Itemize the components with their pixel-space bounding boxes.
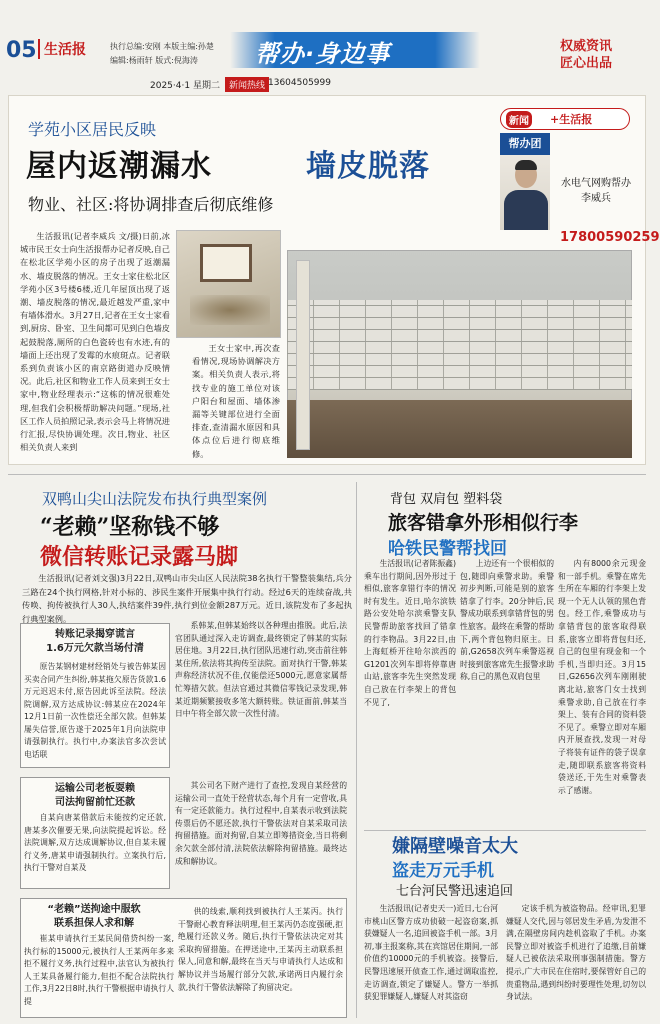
article4-col1: 生活报讯(记者史天一)近日,七台河市桃山区警方成功侦破一起盗窃案,抓获嫌疑人一名,追回被盗手机一部。3月初,事主报案称,其在宾馆居住期间,一部价值约10000元的手机被盗。接警后,民警迅速展开侦查工作,通过调取监控,走访调查,锁定了嫌疑人。警方一举抓获犯罪嫌疑人,嫌疑人对其盗窃 bbox=[364, 904, 498, 1002]
case3-text: 崔某申请执行王某民间借贷纠纷一案,执行标的15000元,被执行人王某两年多来拒不履行义务,执行过程中,法官认为被执行人王某具备履行能力,但拒不配合法院执行工作,3月22日8时,执行干警根据申请执行人提 bbox=[24, 934, 174, 1006]
slogan bbox=[560, 38, 612, 72]
paper-tag: +生活报 bbox=[550, 113, 593, 126]
section-title: 帮办·身边事 bbox=[255, 40, 391, 68]
reporter-role-line-1: 水电气网购帮办 bbox=[561, 178, 631, 189]
article4-subheadline: 七台河民警迅速追回 bbox=[396, 884, 514, 899]
news-tag: 新闻 bbox=[506, 111, 532, 128]
staff-credits bbox=[110, 40, 214, 68]
paper-logo: 生活报 bbox=[38, 39, 86, 59]
case2-title: 运输公司老板耍赖 司法拘留前忙还款 bbox=[55, 783, 135, 808]
helper-team-label: 帮办团 bbox=[500, 133, 550, 155]
article3-col3: 内有8000余元现金和一部手机。乘警在席先生所在车厢的行李架上发现一个无人认领的黑色背包。经工作,乘警成功与拿错背包的旅客取得联系,旅客立即将背包归还,自己的包里有现金和一个手机,当即归还。3月15日,G2656次列车刚刚驶离北站,旅客门女士找到乘警求助,自己放在行李架上、装有合同的资料袋不见了。乘警立即对车厢内开展查找,发现一对母子将装有证件的袋子误拿走,随即联系旅客将资料袋送还,于先生对乘警表示了感谢。 bbox=[558, 559, 646, 795]
article1-body-col1: 生活报讯(记者李威兵 文/摄)日前,冰城市民王女士向生活报帮办记者反映,自己在松北区学苑小区的房子出现了返潮漏水、墙皮脱落的情况。王女士家住松北区学苑小区3号楼6楼,近几年屋顶出现了返潮、墙皮脱落的情况,最近越发严重,家中有墙体滑水。3月27日,记者在王女士家看到,厨房、卧室、卫生间都可见到白色墙皮起鼓脱落,厕所的白色瓷砖也有水迹,有的墙面上还出现了发霉的水痕斑点。记者联系到负责该小区的南京路街道办反映情况。此后,社区和物业工作人员来到王女士家中,物业经理表示:“这栋的情况很难处理,但我们会积极帮助解决问题。”现场,社区工作人员拍照记录,表示会马上将情况进行汇报,尽快协调处理。次日,物业、社区相关负责人来到 bbox=[20, 231, 170, 453]
staff-line-2: 编辑:杨雨轩 版式:倪海涛 bbox=[110, 56, 198, 65]
wall-floor bbox=[287, 400, 632, 458]
article1-body-col2: 王女士家中,再次查看情况,现场协调解决方案。相关负责人表示,将找专业的施工单位对该户阳台和屋面、墙体渗漏等关键部位进行全面排查,查清漏水原因和具体点位后进行彻底维修。 bbox=[192, 343, 280, 459]
article2-lead: 生活报讯(记者刘文强)3月22日,双鸭山市尖山区人民法院38名执行干警整装集结,兵分三路在24个执行网格,针对小标的、涉民生案件开展集中执行行动。经过6天的连续奋战,共传唤、拘传被执行人30人,执结案件39件,执行到位金额287万元。近日,该院发布了多起执行典型案例。 bbox=[22, 573, 352, 624]
wall-pipe bbox=[296, 260, 310, 450]
ceiling-light bbox=[200, 244, 252, 282]
reporter-hair bbox=[515, 160, 537, 170]
article2-col4: 供的线索,顺利找到被执行人王某丙。执行干警耐心教育释法明理,但王某丙仍态度强硬,拒绝履行还款义务。随后,执行干警依法决定对其采取拘留措施。在押送途中,王某丙主动联系担保人,同意和解,最终在当天与申请执行人达成和解协议并当场履行部分欠款,承诺两日内履行余款,执行干警依法解除了拘留决定。 bbox=[178, 907, 343, 992]
article3-headline: 旅客错拿外形相似行李 bbox=[388, 512, 579, 534]
article2-kicker: 双鸭山尖山法院发布执行典型案例 bbox=[42, 490, 268, 508]
hotline-number: 13604505999 bbox=[268, 78, 331, 88]
section-divider bbox=[8, 474, 646, 475]
slogan-line-2: 匠心出品 bbox=[560, 56, 613, 71]
article2-col3: 其公司名下财产进行了查控,发现自某经营的运输公司一直处于经营状态,每个月有一定营收,具有一定还款能力。执行过程中,自某表示收到法院传票后仍不愿还款,执行干警依法对自某采取司法拘留措施。面对拘留,自某立即筹措资金,当日将剩余欠款全部付清,法院依法解除拘留措施。最终达成和解协议。 bbox=[175, 781, 347, 866]
slogan-line-1: 权威资讯 bbox=[560, 39, 613, 54]
article1-subheadline: 物业、社区:将协调排查后彻底维修 bbox=[28, 195, 274, 214]
case3-title: “老赖”送拘途中服软 联系担保人求和解 bbox=[47, 904, 141, 929]
reporter-phone: 17800590259 bbox=[560, 230, 660, 245]
article4-col2: 定该手机为被盗物品。经审讯,犯罪嫌疑人交代,因与邻居发生矛盾,为发泄不满,在隔壁房间内趁机盗取了手机。办案民警立即对被盗手机进行了追缴,目前嫌疑人已被依法采取刑事强制措施。警方提示,广大市民在住宿时,要保管好自己的贵重物品,遇到纠纷时要理性处理,切勿以身试法。 bbox=[506, 904, 646, 1002]
article1-kicker: 学苑小区居民反映 bbox=[28, 120, 157, 139]
article3-col1: 生活报讯(记者陈振鑫)乘车出行期间,因外形过于相似,旅客拿错行李的情况时有发生。近日,哈尔滨铁路公安处哈尔滨乘警支队民警帮助旅客找回了错拿的行李物品。3月22日,由上海虹桥开往哈尔滨西的G1201次列车即将停靠唐山站,旅客李先生突然发现自己放在行李架上的背包不见了, bbox=[364, 559, 456, 707]
article4-divider bbox=[364, 830, 646, 831]
ceiling-stain bbox=[190, 295, 270, 325]
article4-headline-highlight: 盗走万元手机 bbox=[392, 861, 494, 881]
issue-date: 2025·4·1 星期二 bbox=[150, 81, 220, 91]
hotline-label: 新闻热线 bbox=[225, 77, 269, 92]
article3-headline-highlight: 哈铁民警帮找回 bbox=[388, 539, 507, 559]
staff-line-1: 执行总编:安刚 本版主编:孙楚 bbox=[110, 42, 214, 51]
article2-headline-highlight: 微信转账记录露马脚 bbox=[40, 544, 239, 570]
article2-col2: 系韩某,但韩某始终以各种理由推脱。此后,法官团队通过深入走访调查,最终锁定了韩某的实际居住地。3月22日,执行团队迅速行动,突击前往韩某住所,依法将其拘传至法院。面对执行干警,韩某声称经济状况不佳,仅能偿还5000元,愿意家属帮忙筹措欠款。但法官通过其微信零钱记录发现,韩某近期频繁接收多笔大额转账。铁证面前,韩某当日中午将全部欠款一次性付清。 bbox=[175, 621, 347, 719]
case1-text: 原告某钢材建材经销处与被告韩某因买卖合同产生纠纷,韩某拖欠原告货款1.6万元迟迟未付,原告因此诉至法院。经法院调解,双方达成协议:韩某应在2024年12月1日前一次性偿还全部欠款。但韩某屡失信誉,原告遂于2025年1月向法院申请强制执行。执行中,办案法官多次尝试电话联 bbox=[24, 662, 166, 759]
article2-headline: “老赖”坚称钱不够 bbox=[40, 514, 220, 540]
article1-headline-highlight: 墙皮脱落 bbox=[306, 149, 430, 184]
article4-headline: 嫌隔壁噪音太大 bbox=[392, 836, 518, 857]
reporter-role bbox=[556, 176, 636, 206]
wall-tiles bbox=[287, 300, 632, 390]
reporter-body bbox=[504, 190, 548, 230]
article3-kicker: 背包 双肩包 塑料袋 bbox=[390, 492, 503, 507]
article1-headline: 屋内返潮漏水 bbox=[26, 149, 212, 184]
column-divider bbox=[356, 482, 357, 1018]
case1-title: 转账记录揭穿谎言 1.6万元欠款当场付清 bbox=[46, 629, 144, 654]
case2-text: 自某向唐某借款后未能按约定还款,唐某多次催要无果,向法院提起诉讼。经法院调解,双方达成调解协议,但自某未履行义务,唐某申请强制执行。立案执行后,执行干警对自某及 bbox=[24, 813, 166, 872]
reporter-name: 李威兵 bbox=[581, 193, 611, 204]
page-number: 05 bbox=[6, 38, 37, 63]
article3-col2: 上边还有一个很相似的包,随即向乘警求助。乘警初步判断,可能是别的旅客错拿了行李。20分钟后,民警成功联系到拿错背包的男性旅客。最终在乘警的帮助下,两个背包物归原主。日前,G2658次列车乘警巡视时接到旅客席先生报警求助称,自己的黑色双肩包里 bbox=[460, 559, 554, 682]
